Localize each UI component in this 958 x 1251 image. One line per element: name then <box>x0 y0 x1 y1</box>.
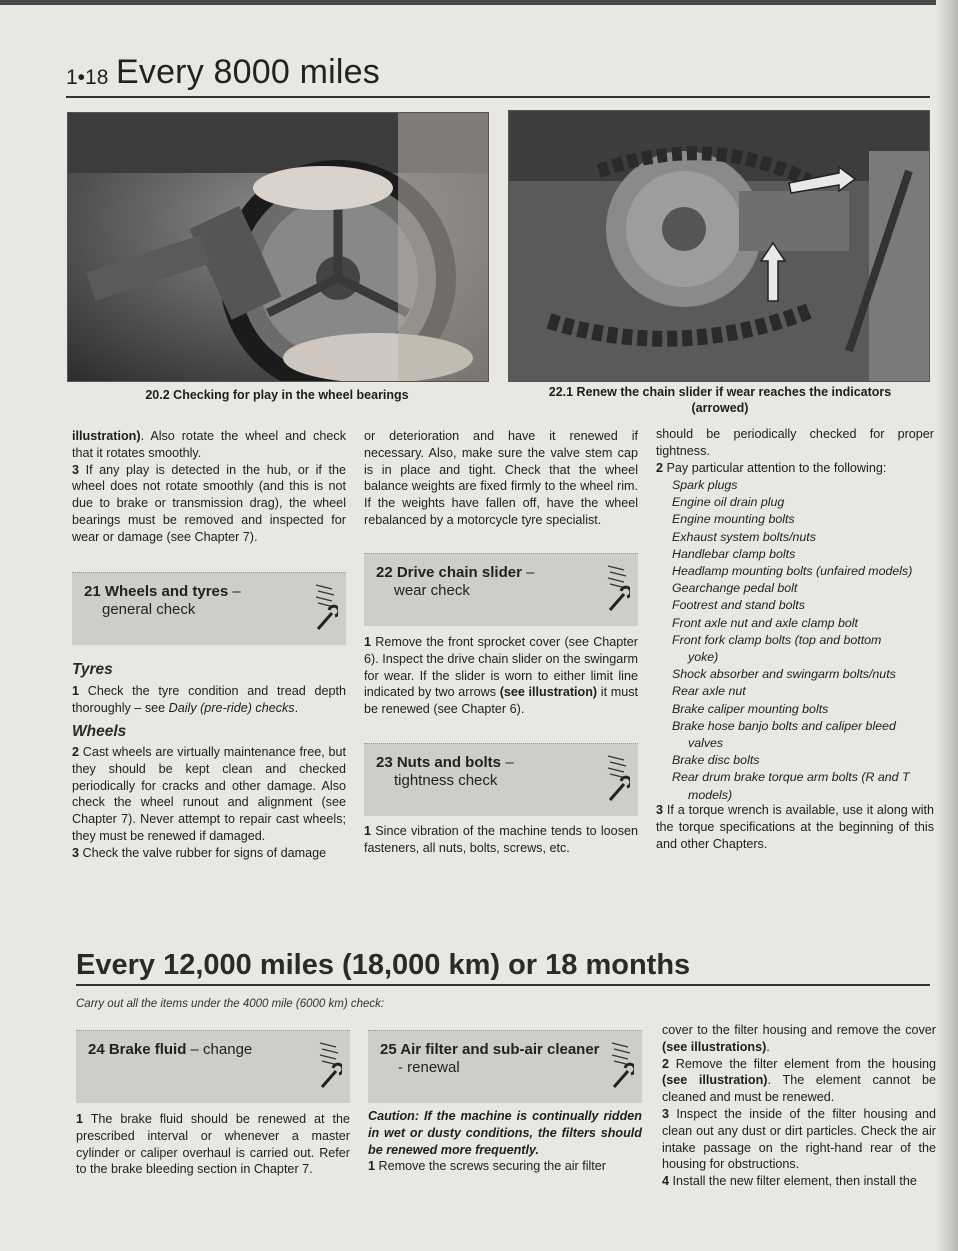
body-text: Remove the filter element from the housing <box>675 1056 936 1071</box>
step-number: 1 <box>76 1112 84 1126</box>
step-number: 3 <box>72 845 80 860</box>
body-text: Check the tyre condition and tread depth thoroughly – see <box>72 684 346 715</box>
caption-line-2: (arrowed) <box>691 401 749 415</box>
page-title: Every 8000 miles <box>116 53 380 91</box>
list-item: Headlamp mounting bolts (unfaired models) <box>672 564 913 579</box>
column-3-top <box>656 426 934 476</box>
section-title: 21 Wheels and tyres <box>84 583 229 600</box>
section-subtitle: tightness check <box>394 772 498 789</box>
step-number: 3 <box>662 1106 670 1121</box>
bold-text: (see illustrations) <box>662 1039 767 1054</box>
list-item: Handlebar clamp bolts <box>672 546 796 561</box>
section-box-22 <box>364 553 638 626</box>
caption-line-1: 22.1 Renew the chain slider if wear reaches the indicators <box>548 385 892 399</box>
spanner-icon <box>312 581 338 633</box>
spanner-icon <box>604 562 630 614</box>
list-item: Gearchange pedal bolt <box>672 581 798 596</box>
list-item: Brake disc bolts <box>672 753 760 768</box>
photo-caption-22-1 <box>520 384 920 416</box>
body-text: . <box>766 1039 770 1054</box>
title-dash: – <box>521 564 535 581</box>
step-number: 2 <box>72 745 80 759</box>
body-text: Cast wheels are virtually maintenance free, but they should be kept clean and checked periodically for cracks and other damage. Also check the wheel runout and alignment (see Chapter 7). Never attempt to repair cast wheels; they must be renewed if damaged. <box>72 745 346 843</box>
carry-out-note: Carry out all the items under the 4000 mile (6000 km) check: <box>76 998 385 1010</box>
list-item: Engine oil drain plug <box>672 495 785 510</box>
body-text: Pay particular attention to the following: <box>666 460 887 475</box>
step-number: 1 <box>368 1159 376 1174</box>
air-filter-text-col3 <box>662 1022 936 1190</box>
step-number: 1 <box>72 684 80 698</box>
body-text: If a torque wrench is available, use it along with the torque specifications at the beginning of this and other Chapters. <box>656 803 934 851</box>
body-text: Remove the screws securing the air filter <box>378 1159 606 1174</box>
wheel-bearing-photo <box>67 112 489 382</box>
section-title: 25 Air filter and sub-air cleaner <box>380 1041 600 1058</box>
page-header <box>66 52 930 98</box>
section-subtitle: - renewal <box>398 1059 460 1076</box>
list-item: Front fork clamp bolts (top and bottom <box>672 632 882 647</box>
body-text: Remove the front sprocket cover (see Chapter 6). Inspect the drive chain slider on the swingarm for wear. If the slider is worn to either limit line indicated by two arrows <box>364 635 639 700</box>
body-text: should be periodically checked for proper tightness. <box>656 427 934 458</box>
list-item: models) <box>688 787 733 802</box>
body-text: or deterioration and have it renewed if necessary. Also, make sure the valve stem cap is in place and tight. Check that the wheel balance weights are fixed firmly to the wheel rim. If the weights have fallen off, have the wheel rebalanced by a motorcycle tyre specialist. <box>364 429 638 527</box>
torque-wrench-text <box>656 802 934 852</box>
tightness-check-list <box>672 477 942 804</box>
step-number: 3 <box>656 803 664 817</box>
tyres-heading: Tyres <box>72 661 113 678</box>
bold-text: illustration) <box>72 429 141 443</box>
list-item: Rear axle nut <box>672 684 746 699</box>
step-number: 3 <box>72 462 80 477</box>
step-number: 1 <box>364 824 372 838</box>
list-item: Brake hose banjo bolts and caliper bleed <box>672 718 896 733</box>
air-filter-text <box>368 1108 642 1175</box>
step-number: 4 <box>662 1174 670 1189</box>
body-text: . <box>294 700 299 715</box>
section-heading-12000 <box>76 948 930 986</box>
brake-fluid-text <box>76 1111 350 1178</box>
list-item: Shock absorber and swingarm bolts/nuts <box>672 667 896 682</box>
section-subtitle: wear check <box>394 582 470 599</box>
body-text: Since vibration of the machine tends to loosen fasteners, all nuts, bolts, screws, etc. <box>364 824 638 855</box>
body-text: . Also rotate the wheel and check that it rotates smoothly. <box>72 429 346 460</box>
bold-text: (see illustration) <box>662 1073 768 1088</box>
body-text: . The element cannot be cleaned and must be renewed. <box>662 1073 936 1105</box>
section-subtitle: – change <box>186 1041 253 1058</box>
list-item: Footrest and stand bolts <box>672 598 805 613</box>
tyres-text <box>72 683 346 717</box>
page-number: 1•18 <box>66 66 109 89</box>
column-1-top <box>72 428 346 546</box>
step-number: 2 <box>662 1056 670 1071</box>
list-item: valves <box>688 736 724 751</box>
list-item: yoke) <box>688 650 719 665</box>
section-heading-text: Every 12,000 miles (18,000 km) or 18 months <box>76 949 691 981</box>
list-item: Engine mounting bolts <box>672 512 795 527</box>
list-item: Spark plugs <box>672 478 738 492</box>
section-box-23 <box>364 743 638 816</box>
list-item: Front axle nut and axle clamp bolt <box>672 615 858 630</box>
column-2-top <box>364 428 638 529</box>
step-number: 2 <box>656 460 664 475</box>
title-dash: – <box>501 754 514 771</box>
body-text: If any play is detected in the hub, or if the wheel does not rotate smoothly (and this is not due to brake or transmission drag), the wheel bearings must be removed and inspected for wear or damage (see Chapter 7). <box>72 462 346 544</box>
title-dash: – <box>228 583 241 600</box>
bold-text: (see illustration) <box>499 685 598 700</box>
chain-slider-text <box>364 634 638 718</box>
caution-note: Caution: If the machine is continually ridden in wet or dusty conditions, the filters should be renewed more frequently. <box>368 1109 642 1157</box>
list-item: Brake caliper mounting bolts <box>672 701 829 716</box>
section-title: 23 Nuts and bolts <box>376 754 502 771</box>
spanner-icon <box>608 1039 634 1091</box>
top-edge-bar <box>0 0 958 5</box>
spanner-icon <box>604 752 630 804</box>
photo-caption-20-2: 20.2 Checking for play in the wheel bearings <box>145 388 409 402</box>
italic-text: Daily (pre-ride) checks <box>168 700 295 715</box>
list-item: Rear drum brake torque arm bolts (R and T <box>672 770 910 785</box>
wheels-text <box>72 744 346 862</box>
section-box-25 <box>368 1030 642 1103</box>
wheels-heading: Wheels <box>72 723 127 740</box>
body-text: The brake fluid should be renewed at the prescribed interval or whenever a master cylinder or caliper overhaul is carried out. Refer to the brake bleeding section in Chapter 7. <box>76 1112 350 1177</box>
body-text: it must be renewed (see Chapter 6). <box>364 685 638 717</box>
nuts-bolts-text <box>364 823 638 857</box>
chain-slider-photo <box>508 110 930 382</box>
step-number: 1 <box>364 635 372 649</box>
list-item: Exhaust system bolts/nuts <box>672 529 816 544</box>
body-text: Inspect the inside of the filter housing and clean out any dust or dirt particles. Check the air intake passage on the right-hand rear of the housing for obstructions. <box>662 1106 937 1172</box>
section-title: 24 Brake fluid <box>88 1041 187 1058</box>
spanner-icon <box>316 1039 342 1091</box>
section-box-21 <box>72 572 346 645</box>
section-subtitle: general check <box>102 601 196 618</box>
body-text: Install the new filter element, then install the <box>672 1174 917 1189</box>
section-box-24 <box>76 1030 350 1103</box>
section-title: 22 Drive chain slider <box>376 564 522 581</box>
body-text: Check the valve rubber for signs of damage <box>82 845 327 860</box>
body-text: cover to the filter housing and remove the cover <box>662 1023 936 1037</box>
